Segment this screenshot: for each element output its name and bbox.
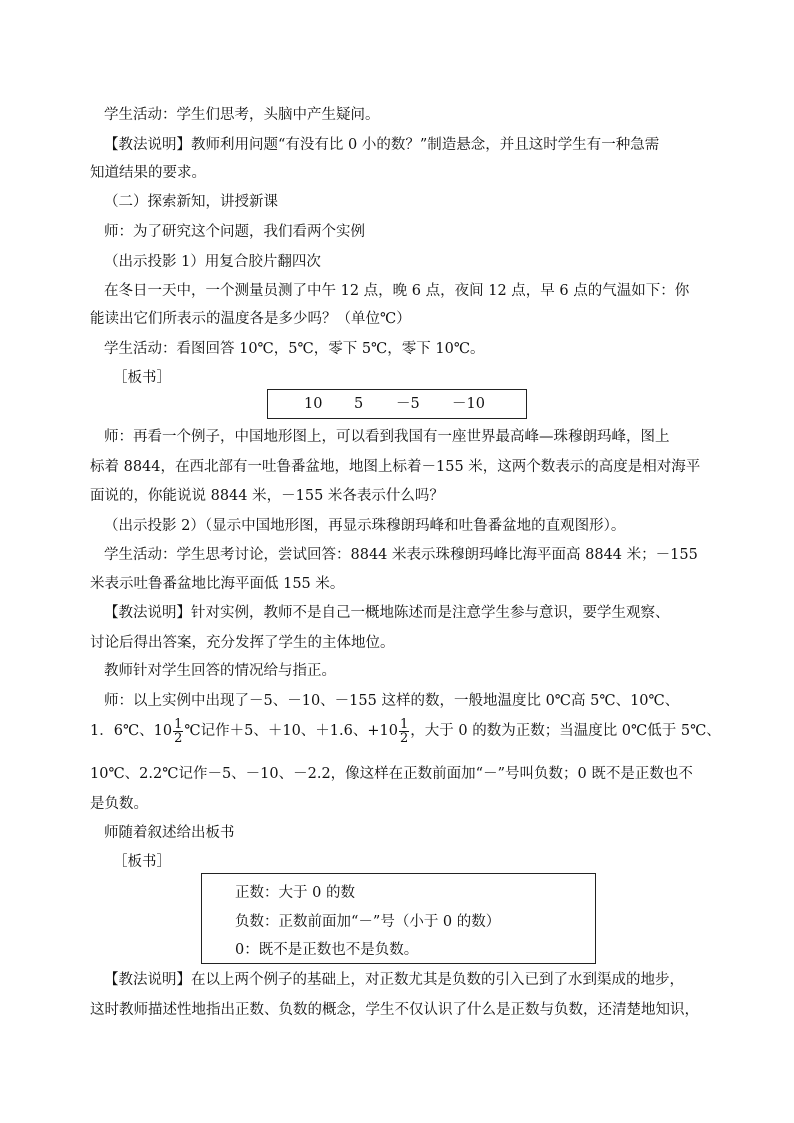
board-label: ［板书］ bbox=[113, 854, 171, 870]
paragraph: 师：再看一个例子，中国地形图上，可以看到我国有一座世界最高峰—珠穆朗玛峰，图上 bbox=[104, 429, 670, 445]
paragraph: 师：以上实例中出现了－5、－10、－155 这样的数，一般地温度比 0℃高 5℃、10℃、 bbox=[104, 693, 680, 709]
paragraph: 这时教师描述性地指出正数、负数的概念，学生不仅认识了什么是正数与负数，还清楚地知识， bbox=[90, 1002, 699, 1018]
paragraph-with-fractions bbox=[90, 717, 721, 745]
fraction-denominator: 2 bbox=[174, 730, 183, 746]
paragraph: 学生活动：看图回答 10℃，5℃，零下 5℃，零下 10℃。 bbox=[104, 341, 485, 357]
board-value: 10 bbox=[304, 396, 323, 412]
paragraph: 学生活动：学生们思考，头脑中产生疑问。 bbox=[104, 107, 380, 123]
paragraph: 是负数。 bbox=[90, 796, 148, 812]
fraction bbox=[173, 718, 183, 745]
board-box-definitions bbox=[201, 873, 596, 964]
paragraph: 能读出它们所表示的温度各是多少吗？（单位℃） bbox=[90, 311, 411, 327]
paragraph: 师随着叙述给出板书 bbox=[104, 825, 235, 841]
paragraph: 【教法说明】在以上两个例子的基础上，对正数尤其是负数的引入已到了水到渠成的地步， bbox=[104, 972, 684, 988]
paragraph: 师：为了研究这个问题，我们看两个实例 bbox=[104, 224, 365, 240]
fraction bbox=[399, 718, 409, 745]
board-value: －10 bbox=[452, 396, 485, 412]
paragraph: 标着 8844，在西北部有一吐鲁番盆地，地图上标着－155 米，这两个数表示的高度是相对海平 bbox=[90, 459, 701, 475]
paragraph: 米表示吐鲁番盆地比海平面低 155 米。 bbox=[90, 576, 345, 592]
definition-zero: 0：既不是正数也不是负数。 bbox=[235, 942, 419, 958]
section-heading: （二）探索新知，讲授新课 bbox=[104, 194, 278, 210]
text-segment: ℃记作＋5、＋10、＋1.6、+10 bbox=[184, 723, 398, 739]
board-box-temperatures bbox=[267, 389, 527, 419]
board-value: 5 bbox=[354, 396, 364, 412]
paragraph: 讨论后得出答案，充分发挥了学生的主体地位。 bbox=[90, 635, 395, 651]
text-segment: 1．6℃、10 bbox=[90, 723, 173, 739]
fraction-numerator: 1 bbox=[174, 716, 183, 732]
board-label: ［板书］ bbox=[113, 370, 171, 386]
board-value: －5 bbox=[396, 396, 420, 412]
text-segment: ，大于 0 的数为正数；当温度比 0℃低于 5℃、 bbox=[410, 723, 721, 739]
paragraph: （出示投影 1）用复合胶片翻四次 bbox=[104, 254, 321, 270]
paragraph: 教师针对学生回答的情况给与指正。 bbox=[104, 663, 336, 679]
paragraph: 在冬日一天中，一个测量员测了中午 12 点，晚 6 点，夜间 12 点，早 6 点的气温如下：你 bbox=[104, 283, 690, 299]
paragraph: 面说的，你能说说 8844 米，－155 米各表示什么吗？ bbox=[90, 488, 444, 504]
paragraph: 【教法说明】针对实例，教师不是自己一概地陈述而是注意学生参与意识，要学生观察、 bbox=[104, 605, 670, 621]
paragraph: 10℃、2.2℃记作－5、－10、－2.2，像这样在正数前面加“－”号叫负数；0 既不是正数也不 bbox=[90, 766, 693, 782]
paragraph: 学生活动：学生思考讨论，尝试回答：8844 米表示珠穆朗玛峰比海平面高 8844 米；－155 bbox=[104, 547, 698, 563]
paragraph: （出示投影 2）（显示中国地形图，再显示珠穆朗玛峰和吐鲁番盆地的直观图形）。 bbox=[104, 518, 626, 534]
fraction-numerator: 1 bbox=[399, 716, 409, 732]
paragraph: 知道结果的要求。 bbox=[90, 165, 206, 181]
definition-negative: 负数：正数前面加“－”号（小于 0 的数） bbox=[235, 914, 501, 930]
fraction-denominator: 2 bbox=[399, 730, 409, 746]
paragraph: 【教法说明】教师利用问题“有没有比 0 小的数？”制造悬念，并且这时学生有一种急需 bbox=[104, 137, 660, 153]
definition-positive: 正数：大于 0 的数 bbox=[235, 885, 355, 901]
